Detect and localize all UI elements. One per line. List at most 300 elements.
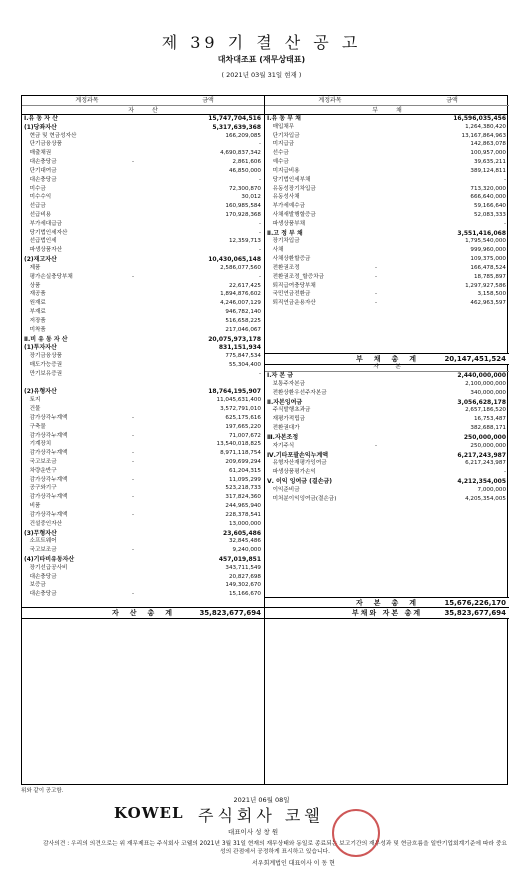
table-row [22,202,264,211]
header-account-left: 계정과목 [75,97,99,104]
table-row [22,352,264,361]
table-row [265,415,509,424]
table-row [22,458,264,467]
amount: - [258,247,261,254]
table-row [22,537,264,546]
amount: 250,000,000 [463,433,506,441]
amount: 100,957,000 [470,150,506,157]
table-row [265,273,509,282]
table-row [22,185,264,194]
account-name: 보통주자본금 [267,380,306,387]
table-row [22,590,264,599]
table-row [265,149,509,158]
amount: - [258,273,261,280]
account-name: 전환권대가 [267,425,300,432]
table-row [22,493,264,502]
account-name: 미착품 [24,326,46,333]
account-name: 사채새발행할증금 [267,212,316,219]
account-name: Ⅱ.자본잉여금 [267,398,303,406]
table-row [22,317,264,326]
amount: 52,083,333 [473,212,506,219]
table-row [22,467,264,476]
table-row [22,237,264,246]
table-row [22,414,264,423]
account-name: 대손충당금 [24,573,57,580]
table-row [265,459,509,468]
table-row [22,149,264,158]
amount: 12,359,713 [228,238,261,245]
statement-subtitle: 대차대조표 (재무상태표) [217,55,306,64]
section-row [265,229,509,238]
section-row [265,114,509,123]
table-row [22,220,264,229]
account-name: 부가세대급금 [24,220,63,227]
amount: - [258,229,261,236]
account-name: 당기법인세부채 [267,176,311,183]
account-name: 재평가적립금 [267,416,306,423]
account-name: 감가상각누계액 [24,476,68,483]
account-name: 국고보조금 [24,547,57,554]
account-name: 선급비용 [24,212,52,219]
amount: 18,785,897 [473,273,506,280]
table-row [265,282,509,291]
account-name: 감가상각누계액 [24,450,68,457]
amount: 340,000,000 [470,389,506,396]
account-name: 소프트웨어 [24,538,57,545]
table-row [265,193,509,202]
account-name: 건설중인자산 [24,520,63,527]
account-name: 당기법인세자산 [24,229,68,236]
amount: 16,753,487 [473,416,506,423]
account-name: 저장품 [24,317,46,324]
deduction-mark: - [132,159,135,166]
amount: 2,586,077,560 [220,264,261,271]
amount: 13,000,000 [228,520,261,527]
account-name: (1)당좌자산 [24,123,57,131]
amount: 946,782,140 [225,309,261,316]
liabilities-equity-total-value: 35,823,677,694 [444,609,506,618]
table-row [22,396,264,405]
account-name: 유형자산재평가잉여금 [267,460,327,467]
table-row [265,468,509,477]
account-name: 장기차입금 [267,238,300,245]
section-row [265,477,509,486]
table-row [265,237,509,246]
section-row [22,343,264,352]
account-name: 사채상환할증금 [267,256,311,263]
amount: 18,764,195,907 [208,388,261,396]
amount: 999,960,000 [470,247,506,254]
amount: 228,378,541 [225,511,261,518]
table-row [265,176,509,185]
account-name: 공구와기구 [24,485,57,492]
account-name: 파생상품평가손익 [267,469,316,476]
account-name: Ⅰ.유 동 자 산 [24,115,58,122]
table-row [22,158,264,167]
account-name: 유동성사채 [267,194,300,201]
amount: 166,478,524 [470,264,506,271]
header-account-right: 계정과목 [318,97,342,104]
account-name: 부재료 [24,309,46,316]
amount: 523,218,733 [225,485,261,492]
table-row [265,123,509,132]
equity-total-label: 자 본 총 계 [355,599,419,608]
amount: 244,965,940 [225,503,261,510]
table-row [265,299,509,308]
header-amount-right: 금액 [446,97,458,104]
account-name: 매출채권 [24,150,52,157]
amount: 625,175,616 [225,414,261,421]
deduction-mark: - [375,291,378,298]
table-row [22,229,264,238]
table-row [22,361,264,370]
balance-sheet [21,95,508,785]
account-name: Ⅴ. 이익 잉여금 (결손금) [267,477,333,485]
account-name: 비품 [24,503,41,510]
account-name: 장기선급공사비 [24,564,68,571]
account-name: (3)무형자산 [24,529,57,537]
amount: 13,540,018,825 [216,441,261,448]
account-name: 이익준비금 [267,486,300,493]
table-row [22,246,264,255]
deduction-mark: - [132,432,135,439]
table-row [22,140,264,149]
assets-total-value: 35,823,677,694 [199,609,261,618]
table-row [22,564,264,573]
amount: 317,824,360 [225,494,261,501]
amount: - [258,220,261,227]
table-row [265,255,509,264]
account-name: 전환상환우선주자본금 [267,389,327,396]
page-title: 제 39 기 결 산 공 고 [161,33,362,52]
amount: 4,690,837,342 [220,150,261,157]
account-name: 퇴직연금운용자산 [267,300,316,307]
deduction-mark: - [375,442,378,449]
deduction-mark: - [132,414,135,421]
amount: 22,617,425 [228,282,261,289]
table-row [22,423,264,432]
section-row [22,123,264,132]
amount: 15,166,670 [228,591,261,598]
amount: 61,204,315 [228,467,261,474]
company-seal-icon [332,809,380,857]
amount: 5,317,639,368 [212,123,261,131]
account-name: 부가세예수금 [267,203,306,210]
account-name: 퇴직급여충당부채 [267,282,316,289]
section-row [265,371,509,380]
amount: 10,430,065,148 [208,256,261,264]
amount: 1,795,540,000 [465,238,506,245]
table-row [265,185,509,194]
table-row [22,273,264,282]
amount: 9,240,000 [232,547,261,554]
amount: - [503,220,506,227]
notice-note: 위와 같이 공고함. [21,788,64,794]
account-name: 미지급금 [267,141,295,148]
amount: 2,657,186,520 [465,407,506,414]
account-name: 선수금 [267,150,289,157]
deduction-mark: - [132,591,135,598]
table-row [265,442,509,451]
deduction-mark: - [375,300,378,307]
amount: 775,847,534 [225,353,261,360]
account-name: 매도가능증권 [24,361,63,368]
amount: 71,007,672 [228,432,261,439]
amount: 457,019,851 [218,556,261,563]
section-row [265,398,509,407]
account-name: (2)재고자산 [24,256,57,264]
amount: 149,302,670 [225,582,261,589]
deduction-mark: - [132,494,135,501]
account-name: 미수금 [24,185,46,192]
table-row [22,502,264,511]
account-name: 자기주식 [267,442,295,449]
table-row [22,432,264,441]
publication-date: 2021년 06월 08일 [233,796,290,804]
section-row [22,255,264,264]
account-name: 전환권조정_할증차금 [267,273,325,280]
account-name: 파생상품부채 [267,220,306,227]
account-name: 대손충당금 [24,591,57,598]
account-name: 토지 [24,397,41,404]
account-name: (2)유형자산 [24,388,57,396]
amount: - [503,176,506,183]
table-row [265,389,509,398]
table-row [22,176,264,185]
deduction-mark: - [132,511,135,518]
account-name: 미수수익 [24,194,52,201]
table-row [22,211,264,220]
section-row [265,433,509,442]
account-name: Ⅱ.비 유 동 자 산 [24,335,68,343]
account-name: 건물 [24,406,41,413]
amount: 3,158,500 [477,291,506,298]
table-row [265,424,509,433]
amount: 250,000,000 [470,442,506,449]
amount: 2,100,000,000 [465,380,506,387]
section-row [22,335,264,344]
account-name: 유동성장기차입금 [267,185,316,192]
account-name: 단기금융상품 [24,141,63,148]
liabilities-equity-total [265,607,509,619]
account-name: 상품 [24,282,41,289]
account-name: 단기차입금 [267,132,300,139]
table-row [22,379,264,388]
table-row [22,264,264,273]
account-name: 현금 및 현금성자산 [24,132,77,139]
account-name: 평가손실충당부채 [24,273,73,280]
section-row [22,387,264,396]
company-logo: KOWEL [114,804,184,822]
account-name: 제품 [24,264,41,271]
amount: 666,640,000 [470,194,506,201]
amount: 7,000,000 [477,486,506,493]
header-liabilities: 부 채 [265,105,509,115]
account-name: (1)투자자산 [24,344,57,352]
section-row [22,529,264,538]
table-row [22,440,264,449]
amount: 2,861,606 [232,159,261,166]
account-name: Ⅲ.자본조정 [267,433,299,441]
table-row [22,405,264,414]
account-name: 선급금 [24,203,46,210]
account-name: 감가상각누계액 [24,511,68,518]
deduction-mark: - [132,458,135,465]
account-name: 단기대여금 [24,167,57,174]
amount: 39,635,211 [473,159,506,166]
deduction-mark: - [132,273,135,280]
amount: - [258,141,261,148]
assets-total [22,607,264,619]
header-amount-left: 금액 [202,97,214,104]
deduction-mark: - [375,273,378,280]
account-name: 장기금융상품 [24,353,63,360]
account-name: 감가상각누계액 [24,414,68,421]
amount: 3,551,416,068 [457,229,506,237]
account-name: 원재료 [24,300,46,307]
table-row [265,140,509,149]
amount: 59,166,640 [473,203,506,210]
amount: 197,665,220 [225,423,261,430]
account-name: Ⅰ.유 동 부 채 [267,115,301,122]
amount: - [503,469,506,476]
auditor-signature: 서우회계법인 대표이사 이 동 현 [252,860,335,867]
amount: 170,928,368 [225,212,261,219]
assets-total-label: 자 산 총 계 [111,609,175,618]
account-name: 재공품 [24,291,46,298]
amount: 713,320,000 [470,185,506,192]
table-row [265,290,509,299]
account-name: 감가상각누계액 [24,432,68,439]
account-name: 전환권조정 [267,264,300,271]
liabilities-total-label: 부 채 총 계 [355,355,419,364]
table-row [265,264,509,273]
table-row [22,167,264,176]
amount: 13,167,864,963 [461,132,506,139]
section-row [22,555,264,564]
table-row [265,211,509,220]
amount: 831,151,934 [218,344,261,352]
amount: 11,095,299 [228,476,261,483]
table-row [265,158,509,167]
account-name: 국고보조금 [24,458,57,465]
table-row [22,370,264,379]
amount: 4,212,354,005 [457,477,506,485]
amount: 15,747,704,516 [208,115,261,122]
amount: 1,264,380,420 [465,123,506,130]
account-name: 감가상각누계액 [24,494,68,501]
account-name: 예수금 [267,159,289,166]
account-name: 선급법인세 [24,238,57,245]
amount: 109,375,000 [470,256,506,263]
amount: 4,205,354,005 [465,495,506,502]
table-row [22,282,264,291]
amount: 23,605,486 [223,529,261,537]
equity-header: 자 본 [265,363,509,372]
table-row [22,132,264,141]
account-name: 매입채무 [267,123,295,130]
table-row [22,290,264,299]
amount: 343,711,549 [225,564,261,571]
table-row [22,299,264,308]
account-name: 미지급비용 [267,167,300,174]
table-row [22,449,264,458]
deduction-mark: - [132,547,135,554]
amount: 142,863,078 [470,141,506,148]
account-name: 대손충당금 [24,176,57,183]
amount: 32,845,486 [228,538,261,545]
amount: 6,217,243,987 [457,451,506,459]
amount: 209,699,294 [225,458,261,465]
amount: 516,658,225 [225,317,261,324]
section-row [22,114,264,123]
amount: 6,217,243,987 [465,460,506,467]
table-row [265,495,509,504]
deduction-mark: - [132,450,135,457]
amount: 3,572,791,010 [220,406,261,413]
amount: 46,850,000 [228,167,261,174]
table-row [265,406,509,415]
amount: 72,300,870 [228,185,261,192]
account-name: Ⅱ.고 정 부 채 [267,229,303,237]
account-name: 기계장치 [24,441,52,448]
representative: 대표이사 성 창 원 [228,828,279,836]
table-row [22,511,264,520]
table-row [22,193,264,202]
deduction-mark: - [375,264,378,271]
account-name: 대손충당금 [24,159,57,166]
table-row [22,308,264,317]
table-row [22,520,264,529]
table-row [265,220,509,229]
table-row [22,484,264,493]
amount: 1,894,876,602 [220,291,261,298]
company-name: 주식회사 코웰 [198,806,324,825]
liabilities-total-value: 20,147,451,524 [444,355,506,364]
account-name: 만기보유증권 [24,370,63,377]
amount: 2,440,000,000 [457,372,506,380]
table-row [265,486,509,495]
account-name: 파생상품자산 [24,247,63,254]
table-row [22,326,264,335]
account-name: 주식발행초과금 [267,407,311,414]
amount: 160,985,584 [225,203,261,210]
amount: 389,124,811 [470,167,506,174]
table-row [22,546,264,555]
header-assets: 자 산 [22,105,264,115]
liabilities-equity-total-label: 부채와 자본 총계 [351,609,423,618]
table-row [265,167,509,176]
amount: 462,963,597 [470,300,506,307]
amount: 30,012 [241,194,261,201]
amount: 16,596,035,456 [453,115,506,122]
table-row [22,581,264,590]
amount: - [258,370,261,377]
table-row [22,476,264,485]
account-name: Ⅳ.기타포괄손익누계액 [267,451,329,459]
account-name: 구축물 [24,423,46,430]
account-name: 사채 [267,247,284,254]
audit-opinion: 감사의견 : 우리의 의견으로는 위 재무제표는 주식회사 코웰의 2021년 3월 31일 현재의 재무상태와 동일로 종료되는 보고기간의 재무성과 및 현금흐름을 일반기업회계기준에 따라 중요성의 관점에서 공정하게 표시하고 있습니다. [42,841,508,855]
table-row [265,380,509,389]
table-row [265,202,509,211]
table-row [22,573,264,582]
amount: 4,246,007,129 [220,300,261,307]
account-name: 보증금 [24,582,46,589]
amount: 382,688,171 [470,425,506,432]
amount: - [258,176,261,183]
amount: 20,075,973,178 [208,335,261,343]
